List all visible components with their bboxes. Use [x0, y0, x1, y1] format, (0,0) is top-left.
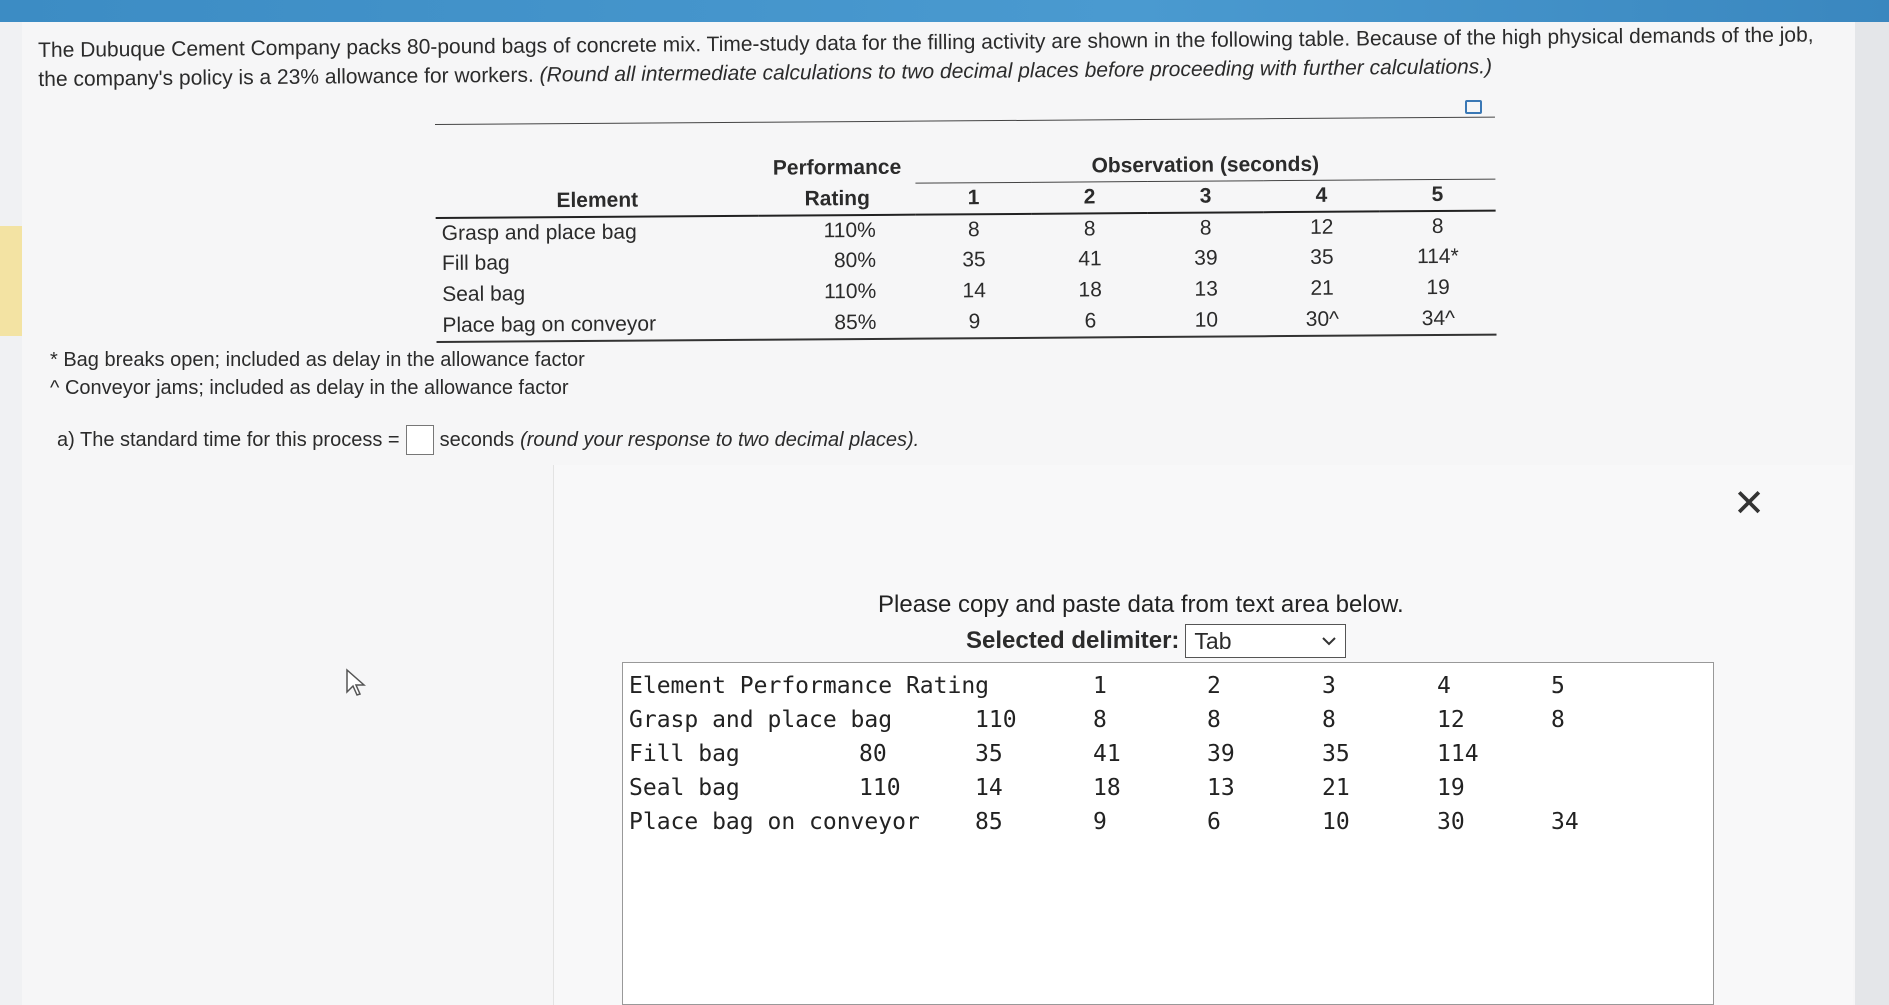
page-right-edge — [1855, 22, 1889, 1005]
question-unit: seconds — [439, 428, 515, 451]
rating-cell: 80% — [833, 248, 877, 273]
header-obs-4: 4 — [1263, 180, 1379, 212]
obs-cell: 41 — [1078, 247, 1102, 271]
delimiter-select[interactable] — [1185, 624, 1346, 658]
obs-cell: 8 — [1199, 216, 1212, 240]
rating-cell: 110% — [823, 218, 876, 242]
browser-top-bar — [0, 0, 1889, 22]
header-performance: Performance — [772, 155, 902, 180]
textarea-line: Seal bag 110 14 18 13 21 19 — [629, 775, 1465, 801]
mouse-pointer-icon — [345, 668, 369, 698]
copy-data-textarea[interactable] — [622, 662, 1714, 1005]
obs-cell: 8 — [967, 217, 980, 241]
problem-instruction: (Round all intermediate calculations to two decimal places before proceeding with further calculations.) — [539, 55, 1493, 87]
textarea-line: Element Performance Rating 1 2 3 4 5 — [629, 673, 1565, 699]
footnotes — [50, 346, 585, 402]
obs-cell: 9 — [916, 306, 1032, 338]
problem-text: The Dubuque Cement Company packs 80-pound bags of concrete mix. Time-study data for the filling activity are shown in the following table. Because of the high physical demands of the job, the company's policy is a 23% allowance for workers. — [38, 23, 1814, 91]
table-row — [436, 303, 1496, 341]
obs-cell: 8 — [1431, 214, 1444, 238]
obs-cell: 34^ — [1380, 303, 1496, 335]
obs-cell: 114* — [1417, 244, 1459, 269]
obs-cell: 35 — [1310, 245, 1334, 269]
element-cell: Place bag on conveyor — [436, 308, 760, 341]
footnote-conveyor-jams: ^ Conveyor jams; included as delay in the allowance factor — [50, 377, 569, 399]
copy-panel-title: Please copy and paste data from text area below. — [878, 591, 1404, 618]
textarea-line: Place bag on conveyor 85 9 6 10 30 34 — [629, 809, 1579, 835]
obs-cell: 6 — [1032, 306, 1148, 338]
obs-cell: 8 — [1083, 216, 1096, 240]
element-cell: Fill bag — [441, 251, 510, 275]
question-hint: (round your response to two decimal places). — [520, 428, 920, 451]
obs-cell: 12 — [1309, 215, 1334, 239]
rating-cell: 110% — [823, 279, 877, 304]
header-obs-1: 1 — [915, 182, 1031, 214]
question-a — [57, 425, 919, 455]
obs-cell: 18 — [1078, 278, 1102, 302]
obs-cell: 39 — [1194, 246, 1218, 270]
textarea-line: Grasp and place bag 110 8 8 8 12 8 — [629, 707, 1565, 733]
element-cell: Grasp and place bag — [441, 220, 637, 245]
close-icon[interactable]: ✕ — [1733, 483, 1765, 525]
left-side-tab[interactable] — [0, 226, 22, 336]
header-obs-2: 2 — [1031, 182, 1147, 214]
header-obs-3: 3 — [1147, 181, 1263, 213]
textarea-line: Fill bag 80 35 41 39 35 114 — [629, 741, 1479, 767]
header-element: Element — [435, 184, 759, 217]
chevron-down-icon — [1321, 636, 1337, 646]
obs-cell: 14 — [962, 279, 986, 303]
expand-table-icon[interactable] — [1465, 100, 1482, 114]
header-observation: Observation (seconds) — [915, 148, 1495, 183]
footnote-bag-breaks: * Bag breaks open; included as delay in the allowance factor — [50, 349, 585, 371]
delimiter-row — [966, 624, 1346, 658]
delimiter-label: Selected delimiter: — [966, 627, 1180, 654]
obs-cell: 30^ — [1264, 304, 1380, 336]
rating-cell: 85% — [760, 307, 917, 339]
element-cell: Seal bag — [442, 282, 526, 306]
delimiter-value: Tab — [1194, 627, 1232, 654]
standard-time-input[interactable] — [406, 425, 434, 455]
obs-cell: 13 — [1194, 277, 1218, 301]
obs-cell: 35 — [962, 248, 986, 272]
obs-cell: 10 — [1148, 305, 1264, 337]
header-rating: Rating — [759, 183, 916, 215]
time-study-table — [435, 117, 1496, 343]
obs-cell: 21 — [1310, 276, 1334, 300]
question-prefix: a) The standard time for this process = — [57, 428, 400, 451]
obs-cell: 19 — [1426, 275, 1450, 300]
header-obs-5: 5 — [1379, 179, 1495, 211]
